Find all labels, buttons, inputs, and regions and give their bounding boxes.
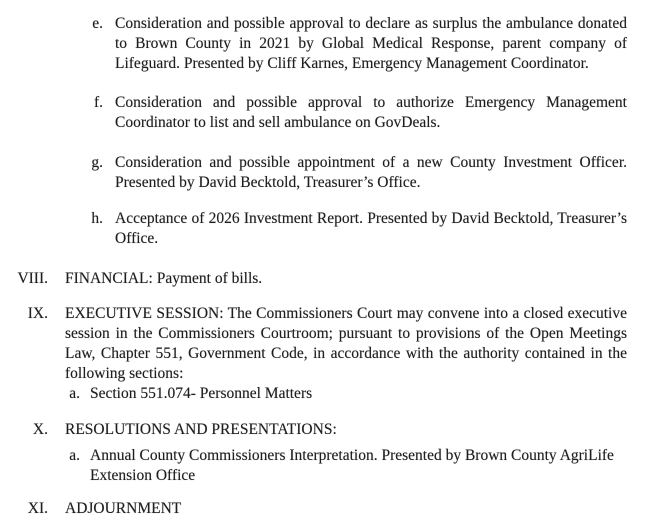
agenda-subitem-e (0, 14, 665, 74)
item-text: Section 551.074- Personnel Matters (90, 385, 313, 402)
agenda-subitem-g (0, 153, 665, 193)
section-numeral: IX. (27, 305, 48, 322)
item-letter: a. (69, 447, 80, 464)
section-body (65, 420, 627, 486)
section-x-subitem-a (65, 446, 627, 486)
section-ix-subitem-a (65, 384, 627, 404)
agenda-subitem-f (0, 93, 665, 133)
section-numeral: XI. (27, 500, 48, 517)
section-viii-financial (0, 269, 665, 289)
item-text: Annual County Commissioners Interpretation. Presented by Brown County AgriLife Extension Office (90, 447, 614, 484)
section-body (65, 269, 627, 289)
agenda-subitem-h (0, 209, 665, 249)
section-body (65, 499, 627, 519)
item-letter: g. (91, 154, 103, 171)
section-body (65, 304, 627, 404)
section-title: EXECUTIVE SESSION: The Commissioners Court may convene into a closed executive session in the Commissioners Courtroom; pursuant to provisions of the Open Meetings Law, Chapter 551, Government Code, in accordance with the authority contained in the following sections: (65, 305, 627, 382)
item-letter: a. (69, 385, 80, 402)
item-text: Consideration and possible appointment of a new County Investment Officer. Presented by David Becktold, Treasurer’s Office. (115, 154, 627, 191)
section-title: ADJOURNMENT (65, 500, 182, 517)
section-numeral: X. (32, 421, 48, 438)
item-text: Consideration and possible approval to authorize Emergency Management Coordinator to list and sell ambulance on GovDeals. (115, 94, 627, 131)
item-letter: f. (93, 94, 103, 111)
item-letter: e. (92, 15, 103, 32)
section-title: RESOLUTIONS AND PRESENTATIONS: (65, 421, 337, 438)
section-xi-adjournment (0, 499, 665, 519)
section-title: FINANCIAL: Payment of bills. (65, 270, 263, 287)
section-numeral: VIII. (17, 270, 48, 287)
item-text: Consideration and possible approval to declare as surplus the ambulance donated to Brown County in 2021 by Global Medical Response, parent company of Lifeguard. Presented by Cliff Karnes, Emergency Management Coordinator. (115, 15, 627, 72)
item-text: Acceptance of 2026 Investment Report. Presented by David Becktold, Treasurer’s Office. (115, 210, 627, 247)
section-x-resolutions (0, 420, 665, 486)
item-letter: h. (91, 210, 103, 227)
section-ix-executive-session (0, 304, 665, 404)
